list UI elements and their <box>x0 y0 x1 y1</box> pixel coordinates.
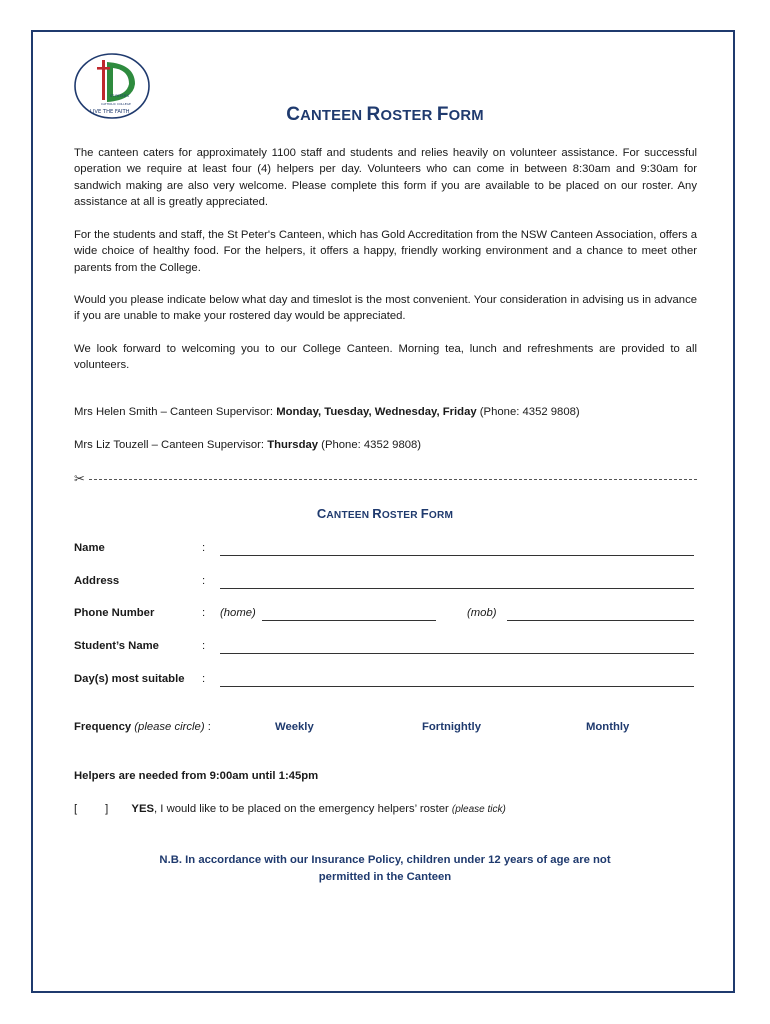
days-label: Day(s) most suitable <box>74 673 185 685</box>
insurance-notice: N.B. In accordance with our Insurance Policy, children under 12 years of age are not permitted in the Canteen <box>159 854 611 883</box>
svg-text:CATHOLIC COLLEGE: CATHOLIC COLLEGE <box>101 102 131 106</box>
student-name-label: Student’s Name <box>74 640 159 652</box>
frequency-monthly-option[interactable]: Monthly <box>586 721 630 733</box>
student-name-input-line[interactable] <box>220 653 694 654</box>
name-label: Name <box>74 542 105 554</box>
form-title: CANTEEN ROSTER FORM <box>316 506 454 521</box>
intro-paragraph-3: Would you please indicate below what day and timeslot is the most convenient. Your consideration in advising us in advance if you are unable to make your rostered day would be appreciated. <box>74 294 697 323</box>
address-label: Address <box>74 575 120 587</box>
days-input-line[interactable] <box>220 686 694 687</box>
address-field: Address : <box>74 575 694 591</box>
phone-mob-label: (mob) <box>467 607 497 619</box>
phone-label: Phone Number <box>74 607 155 619</box>
student-name-field: Student’s Name : <box>74 640 694 656</box>
name-field: Name : <box>74 542 694 558</box>
intro-paragraph-2: For the students and staff, the St Peter's Canteen, which has Gold Accreditation from the NSW Canteen Association, offers a wide choice of healthy food. For the helpers, it offers a happy, friendly working environment and a chance to meet other parents from the College. <box>74 229 697 274</box>
name-input-line[interactable] <box>220 555 694 556</box>
phone-home-label: (home) <box>220 607 256 619</box>
cut-line <box>74 472 697 486</box>
svg-text:LIVE THE FAITH: LIVE THE FAITH <box>90 109 130 115</box>
dashed-divider <box>89 479 697 480</box>
intro-paragraph-4: We look forward to welcoming you to our College Canteen. Morning tea, lunch and refreshments are provided to all volunteers. <box>74 343 697 372</box>
contact-helen-smith: Mrs Helen Smith – Canteen Supervisor: Monday, Tuesday, Wednesday, Friday (Phone: 4352 9808) <box>74 406 580 418</box>
scissors-icon: ✂ <box>74 471 85 486</box>
frequency-fortnightly-option[interactable]: Fortnightly <box>422 721 481 733</box>
address-input-line[interactable] <box>220 588 694 589</box>
intro-paragraph-1: The canteen caters for approximately 1100 staff and students and relies heavily on volunteer assistance. For successful operation we require at least four (4) helpers per day. Volunteers who can come in between 8:30am and 9:30am for sandwich making are also very welcome. Please complete this form if you are available to be placed on our roster. Any assistance at all is greatly appreciated. <box>74 147 697 208</box>
contact-liz-touzell: Mrs Liz Touzell – Canteen Supervisor: Thursday (Phone: 4352 9808) <box>74 439 422 451</box>
frequency-label: Frequency (please circle) : <box>74 721 211 733</box>
svg-text:ST PETER'S: ST PETER'S <box>110 94 130 98</box>
tick-box[interactable]: [ ] <box>74 803 109 815</box>
helpers-note: Helpers are needed from 9:00am until 1:45pm <box>74 770 319 782</box>
days-field: Day(s) most suitable : <box>74 673 694 689</box>
emergency-roster-row: [ ] YES, I would like to be placed on the emergency helpers’ roster (please tick) <box>74 803 506 815</box>
phone-field: Phone Number : (home) (mob) <box>74 607 694 623</box>
phone-mob-input-line[interactable] <box>507 620 694 621</box>
phone-home-input-line[interactable] <box>262 620 436 621</box>
frequency-weekly-option[interactable]: Weekly <box>275 721 314 733</box>
page-title: CANTEEN ROSTER FORM <box>286 104 484 125</box>
